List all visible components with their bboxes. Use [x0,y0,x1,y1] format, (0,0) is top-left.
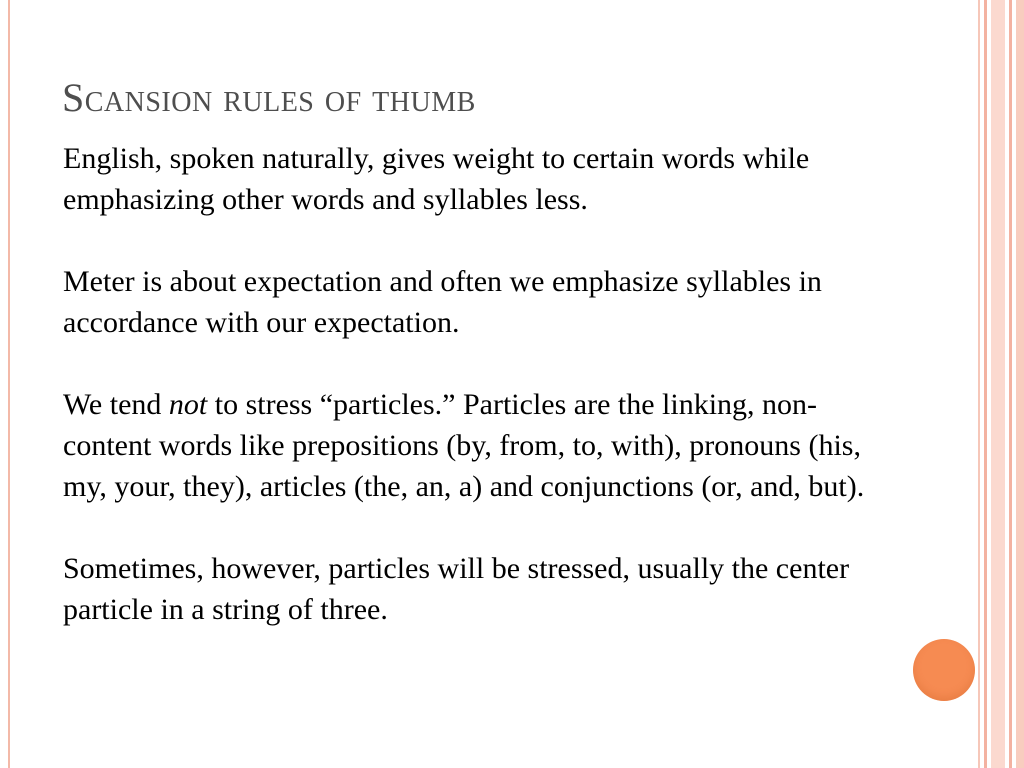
left-border-line [8,0,10,768]
paragraph-particles [63,384,893,507]
right-decorative-stripes [978,0,1024,768]
orange-circle-icon [913,639,975,701]
stripe [991,0,1005,768]
stripe [1016,0,1024,768]
stripe [978,0,980,768]
slide-title: Scansion rules of thumb [62,75,476,120]
paragraph-meter-expectation: Meter is about expectation and often we emphasize syllables in accordance with our expectation. [63,265,822,339]
slide-body [63,138,893,630]
stripe [1009,0,1012,768]
paragraph-english-weight: English, spoken naturally, gives weight to certain words while emphasizing other words and syllables less. [63,142,810,216]
particles-emphasis: not [168,388,208,421]
paragraph-stressed-particles: Sometimes, however, particles will be stressed, usually the center particle in a string of three. [63,552,850,626]
stripe [984,0,987,768]
particles-text-rest: to stress “particles.” Particles are the linking, non-content words like prepositions (by, from, to, with), pronouns (his, my, your, they), articles (the, an, a) and conjunctions (or, and, but). [63,388,865,503]
particles-text-start: We tend [63,388,169,421]
